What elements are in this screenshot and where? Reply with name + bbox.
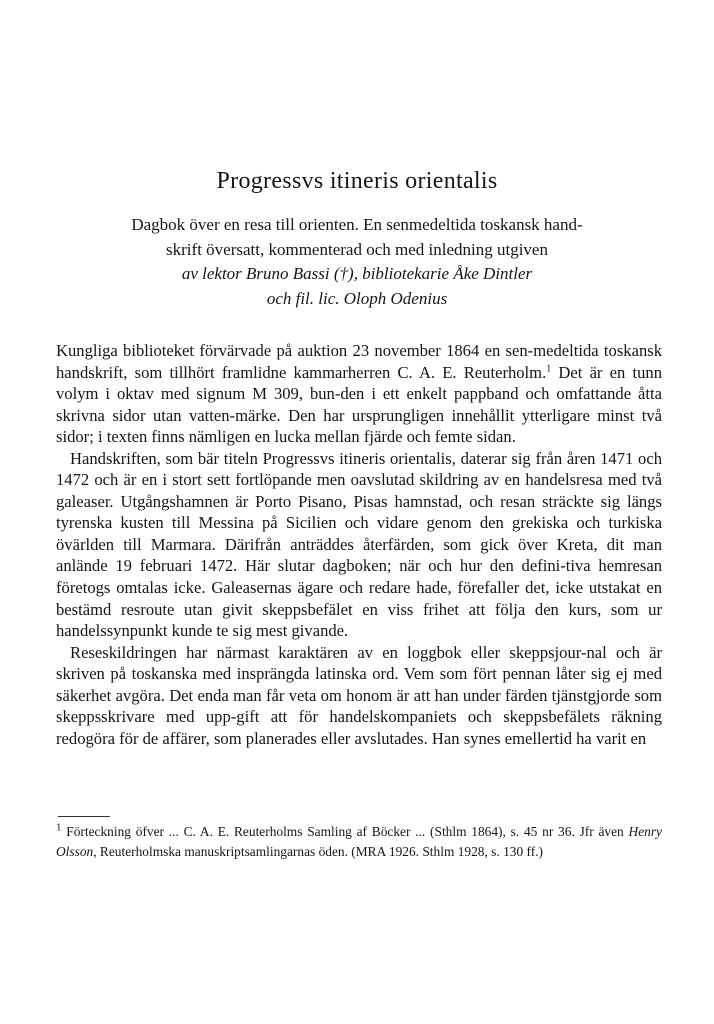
document-title: Progressvs itineris orientalis <box>216 168 498 194</box>
editors-line: och fil. lic. Oloph Odenius <box>266 288 448 308</box>
document-subtitle <box>80 213 634 311</box>
footnote-text: Förteckning öfver ... C. A. E. Reuterholms Samling af Böcker ... (Sthlm 1864), s. 45 nr 36. Jfr även <box>61 824 629 839</box>
paragraph <box>56 340 662 448</box>
body-text <box>56 340 662 749</box>
subtitle-line: Dagbok över en resa till orienten. En senmedeltida toskansk hand- <box>131 215 583 234</box>
paragraph: Reseskildringen har närmast karaktären av en loggbok eller skeppsjour-nal och är skriven på toskanska med insprängda latinska ord. Vem som fört pennan låter sig ej med säkerhet avgöra. Det enda man får veta om honom är att han under färden tjänstgjorde som skeppsskrivare med upp-gift att för handelskompaniets och skeppsbefälets räkning redogöra för de affärer, som planerades eller avslutades. Han synes emellertid ha varit en <box>56 642 662 748</box>
footnote-reference: 1 <box>546 363 552 375</box>
footnote <box>56 822 662 863</box>
footnote-text: , Reuterholmska manuskriptsamlingarnas öden. (MRA 1926. Sthlm 1928, s. 130 ff.) <box>93 844 544 860</box>
paragraph: Handskriften, som bär titeln Progressvs itineris orientalis, daterar sig från åren 1471 och 1472 och är en i stort sett fortlöpande men oavslutad skildring av en handelsresa med två galeaser. Utgångshamnen är Porto Pisano, Pisas hamnstad, och resan sträckte sig längs tyrenska kusten till Messina på Sicilien och vidare genom den grekiska och turkiska övärlden till Marmara. Därifrån anträddes återfärden, som gick över Kreta, dit man anlände 19 februari 1472. Här slutar dagboken; när och hur den defini-tiva hemresan företogs omtalas icke. Galeasernas ägare och redare hade, förefaller det, icke utstakat en bestämd resroute utan givit skeppsbefälet en viss frihet att följa den kurs, som ur handelssynpunkt kunde te sig mest givande. <box>56 448 662 641</box>
footnote-author: Henry Olsson <box>56 824 662 860</box>
footnotes <box>56 822 662 863</box>
editors-line: av lektor Bruno Bassi (†), bibliotekarie Åke Dintler <box>181 264 533 283</box>
subtitle-line: skrift översatt, kommenterad och med inledning utgiven <box>166 239 548 259</box>
footnote-number: 1 <box>56 821 62 834</box>
footnote-divider <box>58 816 110 817</box>
paragraph-text: Det är en tunn volym i oktav med signum M 309, bun-den i ett enkelt pappband och omfattande åtta skrivna sidor utan vatten-märke. Den har ursprungligen innehållit ytterligare minst två sidor; i texten finns nämligen en lucka mellan fjärde och femte sidan. <box>56 362 663 447</box>
paragraph-text: Kungliga biblioteket förvärvade på auktion 23 november 1864 en sen-medeltida toskansk handskrift, som tillhört framlidne kammarherren C. A. E. Reuterholm. <box>56 341 662 382</box>
